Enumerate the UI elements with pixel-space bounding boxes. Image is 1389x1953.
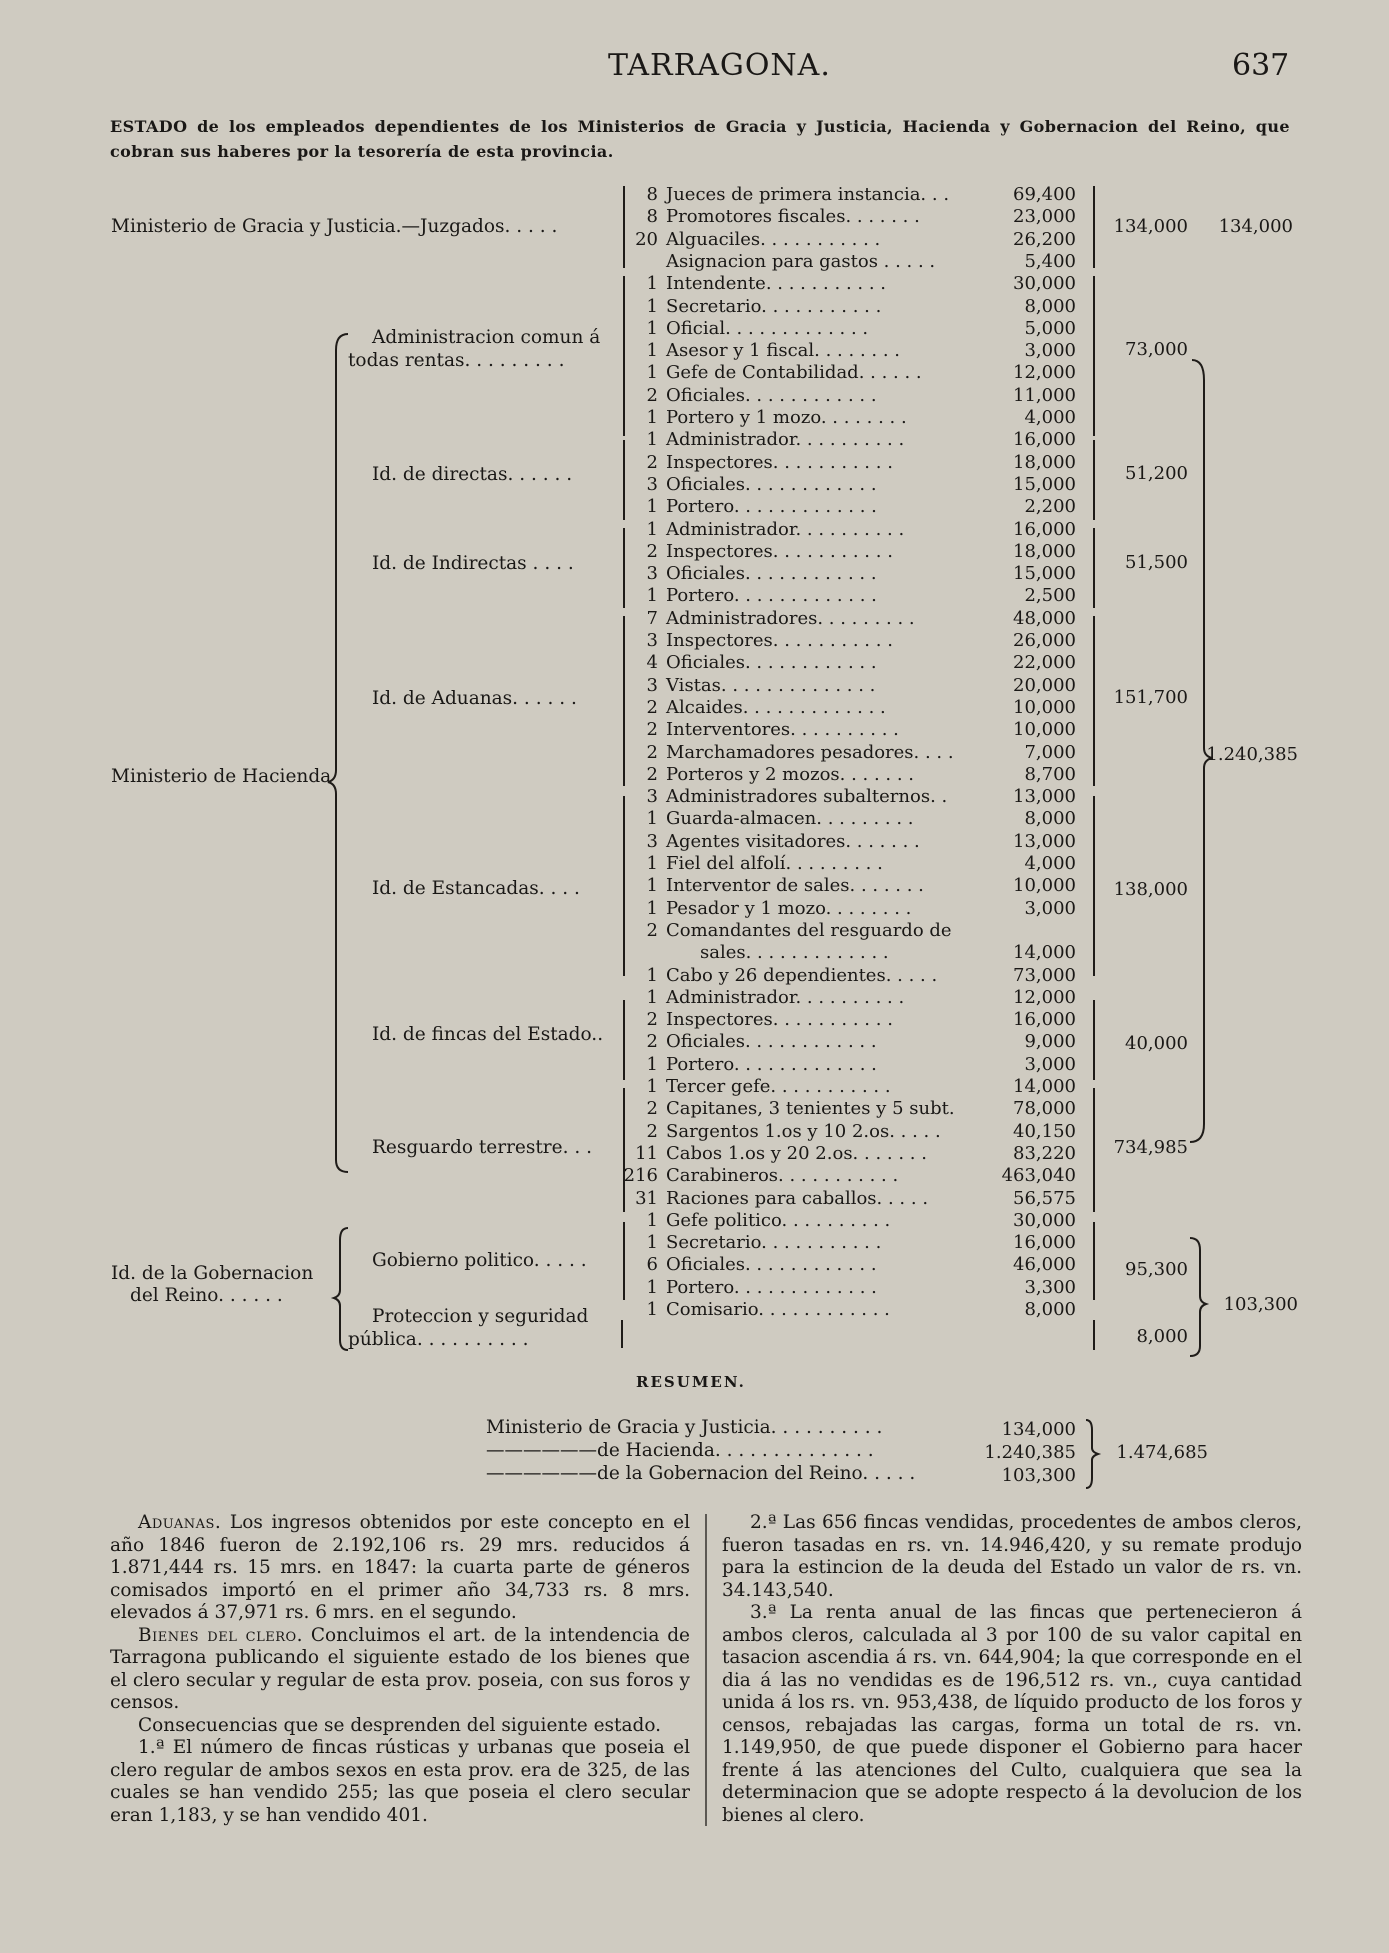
group-label-gobernacion-2: del Reino. . . . . . xyxy=(130,1285,283,1306)
item-amount: 3,000 xyxy=(1024,897,1076,919)
item-quantity: 2 xyxy=(646,1009,658,1031)
page-header-title: TARRAGONA. xyxy=(608,48,831,83)
total-gobernacion: 103,300 xyxy=(1223,1294,1298,1315)
brace-gob-right xyxy=(1190,1238,1206,1356)
item-amount: 4,000 xyxy=(1024,853,1076,874)
resumen-line-3: ——————de la Gobernacion del Reino. . . . . xyxy=(486,1463,916,1484)
item-quantity: 1 xyxy=(646,1209,658,1231)
item-amount: 2,200 xyxy=(1024,496,1076,518)
item-description: Secretario. . . . . . . . . . . xyxy=(666,1232,882,1254)
right-text-column xyxy=(722,1512,1302,1827)
paragraph-consecuencias: Consecuencias que se desprenden del siguiente estado. xyxy=(138,1714,662,1736)
item-quantity: 1 xyxy=(646,1076,658,1097)
item-amount: 26,000 xyxy=(1013,630,1076,651)
item-description: Oficiales. . . . . . . . . . . . xyxy=(666,652,877,674)
item-description: Carabineros. . . . . . . . . . . xyxy=(666,1165,899,1187)
item-description: Gefe de Contabilidad. . . . . . xyxy=(666,362,922,384)
item-amount: 15,000 xyxy=(1013,563,1076,585)
item-description: Sargentos 1.os y 10 2.os. . . . . xyxy=(666,1120,941,1142)
item-amount: 14,000 xyxy=(1013,942,1076,964)
brace-hacienda-left xyxy=(328,334,348,1172)
item-description: Administrador. . . . . . . . . . xyxy=(666,518,905,540)
item-quantity: 1 xyxy=(646,986,658,1008)
item-description: Marchamadores pesadores. . . . xyxy=(666,741,954,763)
item-description: Interventor de sales. . . . . . . xyxy=(666,875,924,897)
paragraph-bienes-clero: Bienes del clero. Concluimos el art. de la intendencia de Tarragona publicando el siguiente estado de los bienes que el clero secular y regular de esta prov. poseia, con sus foros y censos. xyxy=(110,1624,690,1713)
item-amount: 7,000 xyxy=(1024,741,1076,763)
item-description: Inspectores. . . . . . . . . . . xyxy=(666,540,893,562)
subtotal-fincas: 40,000 xyxy=(1125,1033,1188,1054)
item-description: Administradores subalternos. . xyxy=(666,786,948,808)
resumen-amount-1: 134,000 xyxy=(1001,1419,1076,1440)
item-quantity: 1 xyxy=(646,853,658,874)
left-text-column xyxy=(110,1512,690,1827)
item-quantity: 2 xyxy=(646,741,658,763)
item-amount: 9,000 xyxy=(1024,1031,1076,1053)
item-description: Asesor y 1 fiscal. . . . . . . . xyxy=(666,340,900,362)
item-amount: 83,220 xyxy=(1013,1142,1076,1164)
item-description: Oficiales. . . . . . . . . . . . xyxy=(666,384,877,406)
item-quantity: 216 xyxy=(623,1165,658,1187)
section-label-indirectas: Id. de Indirectas . . . . xyxy=(372,553,574,574)
section-label-directas: Id. de directas. . . . . . xyxy=(372,464,573,485)
item-quantity: 2 xyxy=(646,540,658,562)
section-label-estancadas: Id. de Estancadas. . . . xyxy=(372,878,580,899)
item-amount: 30,000 xyxy=(1013,1209,1076,1231)
item-description: Cabos 1.os y 20 2.os. . . . . . . xyxy=(666,1142,927,1164)
item-description: Oficial. . . . . . . . . . . . . xyxy=(666,317,869,339)
item-description: Asignacion para gastos . . . . . xyxy=(666,250,936,272)
item-amount: 10,000 xyxy=(1013,875,1076,897)
item-description: Portero. . . . . . . . . . . . . xyxy=(666,585,877,607)
item-description: Cabo y 26 dependientes. . . . . xyxy=(666,964,938,986)
item-quantity: 2 xyxy=(646,719,658,741)
item-quantity: 1 xyxy=(646,518,658,540)
section-label-proteccion-2: pública. . . . . . . . . . xyxy=(348,1329,529,1350)
item-quantity: 1 xyxy=(646,964,658,986)
item-description: Raciones para caballos. . . . . xyxy=(666,1187,929,1209)
item-amount: 22,000 xyxy=(1013,652,1076,674)
item-amount: 16,000 xyxy=(1013,518,1076,540)
item-description: Guarda-almacen. . . . . . . . . xyxy=(666,808,914,830)
subtotal-comun: 73,000 xyxy=(1125,339,1188,360)
section-label-resguardo: Resguardo terrestre. . . xyxy=(372,1137,593,1158)
paragraph-primera: 1.ª El número de fincas rústicas y urbanas que poseia el clero regular de ambos sexos en esta prov. era de 325, de las cuales se han vendido 255; las que poseia el clero secular eran 1,183, y se han vendido 401. xyxy=(110,1737,690,1826)
group-label-hacienda: Ministerio de Hacienda xyxy=(111,766,332,787)
paragraph-tercera: 3.ª La renta anual de las fincas que pertenecieron á ambos cleros, calculada al 3 por 100 de su valor capital en tasacion ascendia á rs. vn. 644,904; la que corresponde en el dia á las no vendidas es de 196,512 rs. vn., cuya cantidad unida á los rs. vn. 953,438, de líquido producto de los foros y censos, rebajadas las cargas, forma un total de rs. vn. 1.149,950, de que puede disponer el Gobierno para hacer frente á las atenciones del Culto, cualquiera que sea la determinacion que se adopte respecto á la devolucion de los bienes al clero. xyxy=(722,1602,1302,1826)
item-description: Promotores fiscales. . . . . . . xyxy=(666,206,920,228)
item-amount: 8,000 xyxy=(1024,808,1076,830)
subtotal-gobierno: 95,300 xyxy=(1125,1259,1188,1280)
section-label-fincas: Id. de fincas del Estado.. xyxy=(372,1024,604,1045)
resumen-heading: RESUMEN. xyxy=(636,1373,746,1391)
item-description: Porteros y 2 mozos. . . . . . . xyxy=(666,763,915,785)
item-amount: 18,000 xyxy=(1013,451,1076,473)
item-quantity: 2 xyxy=(646,451,658,473)
item-description: Intendente. . . . . . . . . . . xyxy=(666,273,886,295)
item-amount: 13,000 xyxy=(1013,786,1076,808)
item-description: Inspectores. . . . . . . . . . . xyxy=(666,451,893,473)
item-quantity: 1 xyxy=(646,295,658,317)
item-description: sales. . . . . . . . . . . . . xyxy=(700,942,889,964)
item-amount: 3,000 xyxy=(1024,340,1076,362)
subtotal-estancadas: 138,000 xyxy=(1113,879,1188,900)
subtotal-gracia: 134,000 xyxy=(1113,216,1188,237)
subtotal-proteccion: 8,000 xyxy=(1136,1326,1188,1347)
item-description: Tercer gefe. . . . . . . . . . . xyxy=(666,1076,891,1097)
item-quantity: 6 xyxy=(646,1254,658,1276)
item-description: Portero. . . . . . . . . . . . . xyxy=(666,496,877,518)
page-number: 637 xyxy=(1232,48,1290,83)
item-description: Alguaciles. . . . . . . . . . . xyxy=(666,228,881,250)
item-description: Fiel del alfolí. . . . . . . . . xyxy=(666,853,883,874)
item-description: Oficiales. . . . . . . . . . . . xyxy=(666,1031,877,1053)
item-description: Interventores. . . . . . . . . . xyxy=(666,719,899,741)
item-quantity: 4 xyxy=(646,652,658,674)
item-quantity: 1 xyxy=(646,1053,658,1075)
item-quantity: 1 xyxy=(646,1299,658,1320)
section-label-gobierno: Gobierno politico. . . . . xyxy=(372,1250,587,1271)
item-amount: 15,000 xyxy=(1013,473,1076,495)
item-description: Portero. . . . . . . . . . . . . xyxy=(666,1276,877,1298)
item-description: Comandantes del resguardo de xyxy=(666,919,952,941)
total-hacienda: 1.240,385 xyxy=(1206,744,1298,765)
item-amount: 8,000 xyxy=(1024,1299,1076,1320)
item-amount: 20,000 xyxy=(1013,674,1076,696)
item-quantity: 1 xyxy=(646,875,658,897)
item-quantity: 3 xyxy=(646,786,658,808)
item-amount: 12,000 xyxy=(1013,986,1076,1008)
item-quantity: 20 xyxy=(635,228,658,250)
item-description: Vistas. . . . . . . . . . . . . . xyxy=(666,674,876,696)
item-quantity: 7 xyxy=(646,607,658,629)
item-amount: 2,500 xyxy=(1024,585,1076,607)
item-amount: 18,000 xyxy=(1013,540,1076,562)
item-description: Jueces de primera instancia. . . xyxy=(666,184,950,205)
item-description: Oficiales. . . . . . . . . . . . xyxy=(666,563,877,585)
item-amount: 78,000 xyxy=(1013,1098,1076,1120)
item-amount: 48,000 xyxy=(1013,607,1076,629)
item-description: Gefe politico. . . . . . . . . . xyxy=(666,1209,891,1231)
item-quantity: 1 xyxy=(646,585,658,607)
section-label-aduanas: Id. de Aduanas. . . . . . xyxy=(372,688,577,709)
total-gracia: 134,000 xyxy=(1218,216,1293,237)
item-amount: 5,400 xyxy=(1024,250,1076,272)
item-quantity: 1 xyxy=(646,273,658,295)
item-description: Inspectores. . . . . . . . . . . xyxy=(666,630,893,651)
item-amount: 5,000 xyxy=(1024,317,1076,339)
item-quantity: 2 xyxy=(646,1031,658,1053)
item-amount: 16,000 xyxy=(1013,429,1076,451)
item-amount: 14,000 xyxy=(1013,1076,1076,1097)
item-quantity: 8 xyxy=(646,206,658,228)
item-quantity: 3 xyxy=(646,630,658,651)
subtotal-indirectas: 51,500 xyxy=(1125,552,1188,573)
item-quantity: 3 xyxy=(646,473,658,495)
item-amount: 23,000 xyxy=(1013,206,1076,228)
item-description: Comisario. . . . . . . . . . . . xyxy=(666,1299,890,1320)
item-quantity: 1 xyxy=(646,808,658,830)
section-label-comun-1: Administracion comun á xyxy=(372,327,601,348)
item-description: Oficiales. . . . . . . . . . . . xyxy=(666,1254,877,1276)
brace-hacienda-right xyxy=(1190,360,1212,1142)
item-amount: 16,000 xyxy=(1013,1009,1076,1031)
item-quantity: 1 xyxy=(646,1276,658,1298)
item-quantity: 1 xyxy=(646,362,658,384)
item-amount: 3,000 xyxy=(1024,1053,1076,1075)
paragraph-segunda: 2.ª Las 656 fincas vendidas, procedentes de ambos cleros, fueron tasadas en rs. vn. 14.946,420, y su remate produjo para la estincion de la deuda del Estado un valor de rs. vn. 34.143,540. xyxy=(722,1512,1302,1601)
item-description: Pesador y 1 mozo. . . . . . . . xyxy=(666,897,912,919)
item-quantity: 1 xyxy=(646,429,658,451)
item-quantity: 1 xyxy=(646,1232,658,1254)
item-quantity: 2 xyxy=(646,763,658,785)
item-description: Oficiales. . . . . . . . . . . . xyxy=(666,473,877,495)
resumen-line-1: Ministerio de Gracia y Justicia. . . . . . . . . . xyxy=(486,1417,883,1438)
item-description: Portero. . . . . . . . . . . . . xyxy=(666,1053,877,1075)
item-amount: 69,400 xyxy=(1013,184,1076,205)
item-quantity: 11 xyxy=(635,1142,658,1164)
item-description: Agentes visitadores. . . . . . . xyxy=(666,830,920,852)
item-quantity: 2 xyxy=(646,384,658,406)
group-label-gracia: Ministerio de Gracia y Justicia.—Juzgados. . . . . xyxy=(111,216,558,237)
item-description: Administrador. . . . . . . . . . xyxy=(666,986,905,1008)
item-amount: 11,000 xyxy=(1013,384,1076,406)
item-description: Secretario. . . . . . . . . . . xyxy=(666,295,882,317)
subtotal-aduanas: 151,700 xyxy=(1113,687,1188,708)
paragraph-aduanas: Aduanas. Los ingresos obtenidos por este concepto en el año 1846 fueron de 2.192,106 rs. 29 mrs. reducidos á 1.871,444 rs. 15 mrs. en 1847: la cuarta parte de géneros comisados importó en el primer año 34,733 rs. 8 mrs. elevados á 37,971 rs. 6 mrs. en el segundo. xyxy=(110,1512,690,1623)
item-amount: 46,000 xyxy=(1013,1254,1076,1276)
brace-gob-left xyxy=(334,1228,348,1350)
brace-resumen xyxy=(1086,1420,1098,1488)
item-amount: 30,000 xyxy=(1013,273,1076,295)
item-amount: 463,040 xyxy=(1001,1165,1076,1187)
resumen-amount-2: 1.240,385 xyxy=(984,1442,1076,1463)
item-quantity: 1 xyxy=(646,897,658,919)
item-amount: 10,000 xyxy=(1013,696,1076,718)
item-quantity: 3 xyxy=(646,563,658,585)
group-label-gobernacion-1: Id. de la Gobernacion xyxy=(111,1263,314,1284)
item-description: Inspectores. . . . . . . . . . . xyxy=(666,1009,893,1031)
item-quantity: 3 xyxy=(646,674,658,696)
item-amount: 4,000 xyxy=(1024,407,1076,428)
item-quantity: 2 xyxy=(646,919,658,941)
item-amount: 8,700 xyxy=(1024,763,1076,785)
item-quantity: 8 xyxy=(646,184,658,205)
resumen-total: 1.474,685 xyxy=(1116,1442,1208,1463)
section-label-comun-2: todas rentas. . . . . . . . . xyxy=(348,350,565,371)
subtotal-directas: 51,200 xyxy=(1125,463,1188,484)
item-quantity: 2 xyxy=(646,696,658,718)
item-amount: 73,000 xyxy=(1013,964,1076,986)
subtotal-resguardo: 734,985 xyxy=(1113,1137,1188,1158)
section-label-proteccion-1: Proteccion y seguridad xyxy=(372,1306,589,1327)
brace-gracia-label xyxy=(606,186,620,268)
item-description: Portero y 1 mozo. . . . . . . . xyxy=(666,407,907,428)
item-quantity: 1 xyxy=(646,407,658,428)
item-amount: 12,000 xyxy=(1013,362,1076,384)
item-description: Alcaides. . . . . . . . . . . . . xyxy=(666,696,886,718)
resumen-line-2: ——————de Hacienda. . . . . . . . . . . . . . xyxy=(486,1440,874,1461)
item-amount: 16,000 xyxy=(1013,1232,1076,1254)
item-quantity: 1 xyxy=(646,317,658,339)
item-description: Administradores. . . . . . . . . xyxy=(666,607,915,629)
item-amount: 13,000 xyxy=(1013,830,1076,852)
item-quantity: 2 xyxy=(646,1098,658,1120)
item-amount: 3,300 xyxy=(1024,1276,1076,1298)
resumen-amount-3: 103,300 xyxy=(1001,1465,1076,1486)
item-amount: 56,575 xyxy=(1013,1187,1076,1209)
item-quantity: 1 xyxy=(646,496,658,518)
item-description: Administrador. . . . . . . . . . xyxy=(666,429,905,451)
item-amount: 40,150 xyxy=(1013,1120,1076,1142)
item-quantity: 3 xyxy=(646,830,658,852)
item-amount: 8,000 xyxy=(1024,295,1076,317)
item-amount: 10,000 xyxy=(1013,719,1076,741)
item-quantity: 1 xyxy=(646,340,658,362)
item-description: Capitanes, 3 tenientes y 5 subt. xyxy=(666,1098,955,1120)
item-quantity: 2 xyxy=(646,1120,658,1142)
table-title: ESTADO de los empleados dependientes de los Ministerios de Gracia y Justicia, Hacienda y Gobernacion del Reino, que cobran sus haberes por la tesorería de esta provincia. xyxy=(110,117,1290,161)
item-amount: 26,200 xyxy=(1013,228,1076,250)
item-quantity: 31 xyxy=(635,1187,658,1209)
